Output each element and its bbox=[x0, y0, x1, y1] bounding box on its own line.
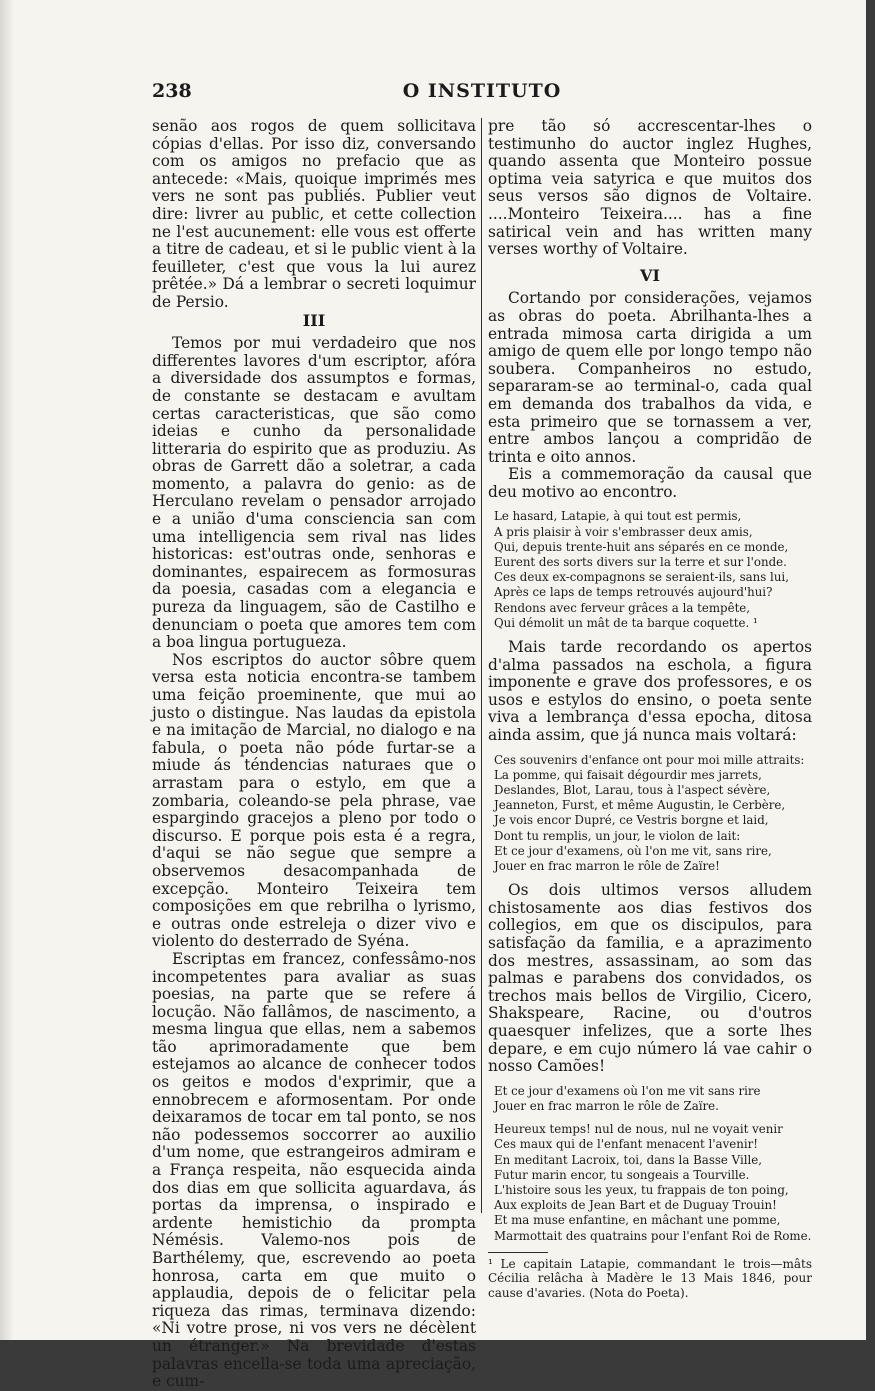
verse-line: A pris plaisir à voir s'embrasser deux amis, bbox=[494, 524, 753, 539]
verse-line: Jeanneton, Furst, et même Augustin, le Cerbère, bbox=[494, 798, 786, 813]
column-divider bbox=[481, 118, 482, 1213]
verse-line: La pomme, qui faisait dégourdir mes jarrets, bbox=[494, 767, 762, 782]
verse-line: Qui démolit un mât de ta barque coquette. ¹ bbox=[494, 615, 758, 630]
verse-line: Jouer en frac marron le rôle de Zaïre. bbox=[494, 1099, 719, 1114]
verse-line: Ces souvenirs d'enfance ont pour moi mille attraits: bbox=[494, 752, 805, 767]
verse-line: Ces deux ex-compagnons se seraient-ils, sans lui, bbox=[494, 570, 789, 585]
paragraph: pre tão só accrescentar-lhes o testimunho do auctor inglez Hughes, quando assenta que Monteiro possue optima veia satyrica e que muitos dos seus versos são dignos de Voltaire. ....Monteiro Teixeira.... has a fine satirical vein and has written many verses worthy of Voltaire. bbox=[488, 117, 812, 259]
verse-line: Après ce laps de temps retrouvés aujourd'hui? bbox=[494, 585, 773, 600]
right-column bbox=[488, 118, 812, 1300]
verse-line: Je vois encor Dupré, ce Vestris borgne et laid, bbox=[494, 813, 769, 828]
paragraph: senão aos rogos de quem sollicitava cópias d'ellas. Por isso diz, conversando com os amigos no prefacio que as antecede: «Mais, quoique imprimés mes vers ne sont pas publiés. Publier veut dire: livrer au public, et cette collection ne l'est aucunement: elle vous est offerte a titre de cadeau, et si le public vient à la feuilleter, c'est que vous la lui aurez prêtée.» Dá a lembrar o secreti loquimur de Persio. bbox=[152, 117, 476, 311]
paragraph: Escriptas em francez, confessâmo-nos incompetentes para avaliar as suas poesias, na parte que se refere á locução. Não fallâmos, de nascimento, a mesma lingua que ellas, nem a sabemos tão aprimoradamente que bem estejamos ao alcance de conhecer todos os geitos e modos d'exprimir, que a ennobrecem e aformosentam. Por onde deixaramos de tocar em tal ponto, se nos não podessemos soccorrer ao auxilio d'um nome, que estrangeiros admiram e a França respeita, não esquecida ainda dos dias em que sollicita aguardava, ás portas da imprensa, o inspirado e ardente hemistichio da prompta Némésis. Valemo-nos pois de Barthélemy, que, escrevendo ao poeta honrosa, carta em que muito o applaudia, depois de o felicitar pela riqueza das rimas, terminava dizendo: «Ni votre prose, ni vos vers ne décèlent un étranger.» Na brevidade d'estas palavras encella-se toda uma apreciação, e cum- bbox=[152, 949, 476, 1391]
verse-block bbox=[494, 1122, 812, 1244]
verse-line: Le hasard, Latapie, à qui tout est permis, bbox=[494, 509, 742, 524]
verse-line: Ces maux qui de l'enfant menacent l'avenir! bbox=[494, 1137, 758, 1152]
verse-line: Et ce jour d'examens où l'on me vit sans rire bbox=[494, 1083, 761, 1098]
verse-line: Rendons avec ferveur grâces a la tempête, bbox=[494, 600, 751, 615]
verse-line: Jouer en frac marron le rôle de Zaïre! bbox=[494, 859, 720, 874]
left-column bbox=[152, 118, 476, 1391]
verse-line: Heureux temps! nul de nous, nul ne voyait venir bbox=[494, 1122, 783, 1137]
verse-block bbox=[494, 1084, 812, 1114]
section-heading: VI bbox=[640, 265, 660, 285]
running-title: O INSTITUTO bbox=[402, 80, 562, 102]
paragraph: Mais tarde recordando os apertos d'alma passados na eschola, a figura imponente e grave dos professores, e os usos e estylos do ensino, o poeta sente viva a lembrança d'essa epocha, ditosa ainda assim, que já nunca mais voltará: bbox=[488, 638, 812, 745]
verse-line: Et ma muse enfantine, en mâchant une pomme, bbox=[494, 1213, 781, 1228]
verse-line: Deslandes, Blot, Larau, tous à l'aspect sévère, bbox=[494, 783, 771, 798]
verse-line: Qui, depuis trente-huit ans séparés en ce monde, bbox=[494, 539, 789, 554]
page-number: 238 bbox=[152, 80, 192, 102]
paragraph: Temos por mui verdadeiro que nos differentes lavores d'um escriptor, afóra a diversidade dos assumptos e formas, de constante se destacam e avultam certas caracteristicas, que são como ideias e cunho da personalidade litteraria do espirito que as produziu. As obras de Garrett dão a soletrar, a cada momento, a palavra do genio: as de Herculano revelam o pensador arrojado e a união d'uma consciencia san com uma intelligencia sem rival nas lides historicas: est'outras onde, senhoras e dominantes, espairecem as formosuras da poesia, casadas com a elegancia e pureza da linguagem, são de Castilho e denunciam o poeta que amores tem com a boa lingua portugueza. bbox=[152, 334, 476, 652]
paragraph: Cortando por considerações, vejamos as obras do poeta. Abrilhanta-lhes a entrada mimosa carta dirigida a um amigo de quem elle por longo tempo não soubera. Companheiros no estudo, separaram-se ao terminal-o, cada qual em demanda dos trabalhos da vida, e esta primeiro que se tornassem a ver, entre ambos lançou a compridão de trinta e oito annos. bbox=[488, 289, 812, 466]
paragraph: Eis a commemoração da causal que deu motivo ao encontro. bbox=[488, 465, 812, 501]
verse-line: En meditant Lacroix, toi, dans la Basse Ville, bbox=[494, 1152, 763, 1167]
footnote-rule bbox=[488, 1252, 548, 1253]
running-header bbox=[152, 80, 812, 108]
verse-line: Eurent des sorts divers sur la terre et sur l'onde. bbox=[494, 555, 787, 570]
section-heading: III bbox=[302, 310, 326, 330]
verse-block bbox=[494, 753, 812, 875]
verse-line: Futur marin encor, tu songeais a Tourville. bbox=[494, 1167, 750, 1182]
verse-line: Dont tu remplis, un jour, le violon de lait: bbox=[494, 828, 741, 843]
verse-line: Marmottait des quatrains pour l'enfant Roi de Rome. bbox=[494, 1228, 812, 1243]
paragraph: Os dois ultimos versos alludem chistosamente aos dias festivos dos collegios, em que os discipulos, para satisfação da familia, e a aprazimento dos mestres, assassinam, ao som das palmas e parabens dos convidados, os trechos mais bellos de Virgilio, Cicero, Shakspeare, Racine, ou d'outros quaesquer infelizes, que a sorte lhes depare, e em cujo número lá vae cahir o nosso Camões! bbox=[488, 881, 812, 1076]
verse-block bbox=[494, 509, 812, 631]
footnote: ¹ Le capitain Latapie, commandant le trois—mâts Cécilia relâcha à Madère le 13 Mais 1846, pour cause d'avaries. (Nota do Poeta). bbox=[488, 1256, 812, 1300]
page-gutter-shadow bbox=[0, 0, 14, 1340]
verse-line: Et ce jour d'examens, où l'on me vit, sans rire, bbox=[494, 843, 772, 858]
paragraph: Nos escriptos do auctor sôbre quem versa esta noticia encontra-se tambem uma feição proeminente, que mui ao justo o distingue. Nas laudas da epistola e na imitação de Marcial, no dialogo e na fabula, o poeta não póde furtar-se a miude ás téndencias naturaes que o arrastam para o estylo, em que a zombaria, coleando-se pela phrase, vae espargindo gracejos a pleno por todo o discurso. E porque pois esta é a regra, d'aqui se não segue que sempre a observemos desacompanhada de excepção. Monteiro Teixeira tem composições em que rebrilha o lyrismo, e outras onde estreleja o dizer vivo e violento do desterrado de Syéna. bbox=[152, 650, 476, 951]
verse-line: Aux exploits de Jean Bart et de Duguay Trouin! bbox=[494, 1198, 777, 1213]
verse-line: L'histoire sous les yeux, tu frappais de ton poing, bbox=[494, 1183, 789, 1198]
